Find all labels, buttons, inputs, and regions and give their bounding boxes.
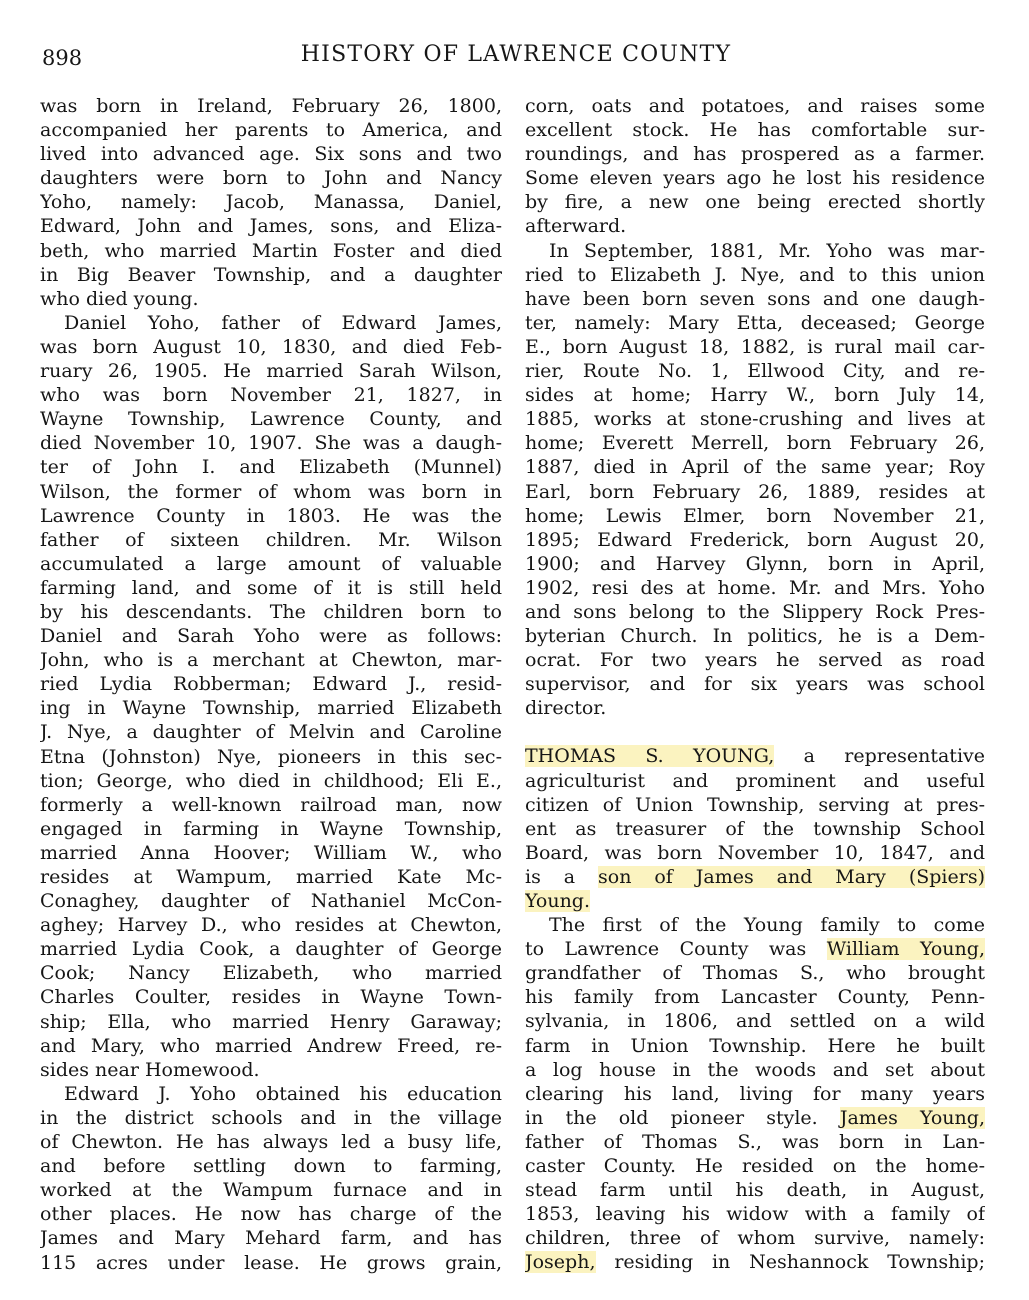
text-line: [525, 769, 985, 793]
text-line: [525, 335, 985, 359]
text-line: [525, 142, 985, 166]
text-line: [525, 239, 985, 263]
text-run: farming land, and some of it is still held: [40, 576, 502, 599]
text-run: 1902, resi des at home. Mr. and Mrs. Yoho: [525, 576, 985, 599]
text-run: Earl, born February 26, 1889, resides at: [525, 480, 985, 503]
text-run: a log house in the woods and set about: [525, 1058, 985, 1081]
text-run: home; Lewis Elmer, born November 21,: [525, 504, 985, 527]
text-line: [40, 720, 502, 744]
text-run: John, who is a merchant at Chewton, mar-: [40, 649, 502, 672]
text-line: [40, 311, 502, 335]
text-run: daughters were born to John and Nancy: [40, 167, 502, 190]
text-run: and before settling down to farming,: [40, 1155, 502, 1178]
text-line: [525, 624, 985, 648]
running-title: HISTORY OF LAWRENCE COUNTY: [300, 42, 732, 67]
text-line: [525, 190, 985, 214]
text-run: ocrat. For two years he served as road: [525, 649, 985, 672]
text-run: accumulated a large amount of valuable: [40, 552, 502, 575]
text-line: [525, 961, 985, 985]
text-run: grandfather of Thomas S., who brought: [525, 962, 985, 985]
text-line: [40, 600, 502, 624]
text-run: ship; Ella, who married Henry Garaway;: [40, 1010, 502, 1033]
text-run: farm in Union Township. Here he built: [525, 1034, 985, 1057]
text-line: [525, 576, 985, 600]
left-column: [40, 94, 502, 1294]
text-line: [525, 1154, 985, 1178]
text-run: formerly a well-known railroad man, now: [40, 793, 502, 816]
text-run: corn, oats and potatoes, and raises some: [525, 95, 985, 117]
text-line: [525, 431, 985, 455]
text-run: ruary 26, 1905. He married Sarah Wilson,: [40, 360, 502, 383]
page-header: [36, 42, 996, 72]
highlighted-name: William Young,: [826, 938, 985, 961]
text-line: [525, 359, 985, 383]
text-line: [40, 913, 502, 937]
text-run: have been born seven sons and one daugh-: [525, 287, 985, 310]
text-line: [40, 1226, 502, 1250]
text-run: Wayne Township, Lawrence County, and: [40, 408, 502, 431]
text-line: [525, 1178, 985, 1202]
text-run: ing in Wayne Township, married Elizabeth: [40, 697, 502, 720]
text-line: [525, 1130, 985, 1154]
text-run: Etna (Johnston) Nye, pioneers in this sec-: [40, 745, 502, 768]
text-run: Cook; Nancy Elizabeth, who married: [40, 962, 502, 985]
text-line: [40, 648, 502, 672]
text-line: [525, 118, 985, 142]
text-run: agriculturist and prominent and useful: [525, 769, 985, 792]
text-line: [40, 1058, 502, 1082]
text-run: died November 10, 1907. She was a daugh-: [40, 432, 502, 455]
highlighted-name: Young.: [525, 890, 591, 912]
text-line: [525, 383, 985, 407]
paragraph-gap: [525, 720, 985, 744]
text-line: [40, 263, 502, 287]
text-run: 115 acres under lease. He grows grain,: [40, 1251, 502, 1274]
text-line: [40, 985, 502, 1009]
text-run: 1900; and Harvey Glynn, born in April,: [525, 552, 985, 575]
text-line: [525, 94, 985, 118]
text-line: [525, 263, 985, 287]
text-run: 1885, works at stone-crushing and lives at: [525, 408, 985, 431]
text-line: [40, 1130, 502, 1154]
text-line: [40, 745, 502, 769]
text-line: [40, 696, 502, 720]
text-run: beth, who married Martin Foster and died: [40, 239, 502, 262]
text-run: father of sixteen children. Mr. Wilson: [40, 528, 502, 551]
text-run: roundings, and has prospered as a farmer.: [525, 143, 985, 166]
text-run: accompanied her parents to America, and: [40, 119, 502, 142]
text-run: afterward.: [525, 215, 627, 238]
text-line: [525, 311, 985, 335]
text-line: [525, 744, 985, 768]
text-line: [40, 1251, 502, 1275]
text-run: worked at the Wampum furnace and in: [40, 1179, 502, 1202]
text-run: home; Everett Merrell, born February 26,: [525, 432, 985, 455]
text-line: [40, 94, 502, 118]
text-line: [525, 817, 985, 841]
text-run: stead farm until his death, in August,: [525, 1179, 985, 1202]
page-number: 898: [42, 46, 83, 70]
text-line: [40, 576, 502, 600]
text-line: [40, 865, 502, 889]
text-run: 1887, died in April of the same year; Roy: [525, 456, 985, 479]
text-line: [40, 383, 502, 407]
text-run: and sons belong to the Slippery Rock Pres-: [525, 600, 985, 623]
highlighted-name: THOMAS S. YOUNG,: [525, 745, 775, 768]
text-run: was born August 10, 1830, and died Feb-: [40, 335, 502, 358]
text-line: [525, 480, 985, 504]
text-run: to Lawrence County was: [525, 938, 827, 961]
text-line: [40, 528, 502, 552]
text-run: Edward J. Yoho obtained his education: [64, 1082, 502, 1105]
text-line: [40, 1082, 502, 1106]
text-run: lived into advanced age. Six sons and two: [40, 143, 502, 166]
text-line: [40, 1106, 502, 1130]
text-run: Board, was born November 10, 1847, and: [525, 841, 985, 864]
text-run: ent as treasurer of the township School: [525, 817, 985, 840]
text-line: [40, 359, 502, 383]
text-line: [525, 1250, 985, 1274]
text-line: [40, 480, 502, 504]
text-run: was born in Ireland, February 26, 1800,: [40, 95, 502, 117]
text-run: and Mary, who married Andrew Freed, re-: [40, 1034, 502, 1057]
text-line: [40, 118, 502, 142]
text-run: byterian Church. In politics, he is a Dem-: [525, 625, 985, 648]
text-run: Daniel and Sarah Yoho were as follows:: [40, 625, 502, 648]
text-line: [525, 672, 985, 696]
text-run: a representative: [774, 745, 985, 768]
text-line: [525, 528, 985, 552]
text-run: in Big Beaver Township, and a daughter: [40, 263, 502, 286]
text-line: [525, 1082, 985, 1106]
text-run: by fire, a new one being erected shortly: [525, 191, 985, 214]
text-run: of Chewton. He has always led a busy life,: [40, 1131, 502, 1154]
text-line: [40, 937, 502, 961]
text-line: [525, 1202, 985, 1226]
text-line: [40, 961, 502, 985]
text-line: [40, 407, 502, 431]
highlighted-name: son of James and Mary (Spiers): [598, 865, 985, 888]
text-run: rier, Route No. 1, Ellwood City, and re-: [525, 360, 985, 383]
text-line: [40, 142, 502, 166]
text-run: is a: [525, 865, 599, 888]
text-line: [525, 455, 985, 479]
right-column: [525, 94, 985, 1294]
highlighted-name: James Young,: [839, 1106, 985, 1129]
text-line: [40, 552, 502, 576]
text-run: The first of the Young family to come: [549, 914, 985, 937]
text-run: ried Lydia Robberman; Edward J., resid-: [40, 673, 502, 696]
text-line: [40, 793, 502, 817]
text-run: James and Mary Mehard farm, and has: [40, 1227, 502, 1250]
text-line: [525, 407, 985, 431]
text-run: in the old pioneer style.: [525, 1106, 840, 1129]
text-line: [525, 937, 985, 961]
text-line: [40, 335, 502, 359]
text-run: sides at home; Harry W., born July 14,: [525, 384, 985, 407]
text-run: Charles Coulter, resides in Wayne Town-: [40, 986, 502, 1009]
text-line: [525, 793, 985, 817]
text-run: J. Nye, a daughter of Melvin and Caroline: [40, 721, 502, 744]
text-line: [40, 672, 502, 696]
highlighted-name: Joseph,: [525, 1251, 596, 1274]
text-line: [525, 841, 985, 865]
text-line: [525, 166, 985, 190]
text-run: Edward, John and James, sons, and Eliza-: [40, 215, 502, 238]
text-run: citizen of Union Township, serving at pres-: [525, 793, 985, 816]
text-run: Daniel Yoho, father of Edward James,: [64, 311, 502, 334]
text-line: [525, 504, 985, 528]
text-run: father of Thomas S., was born in Lan-: [525, 1130, 985, 1153]
text-run: excellent stock. He has comfortable sur-: [525, 119, 985, 142]
text-line: [525, 1226, 985, 1250]
text-line: [40, 190, 502, 214]
text-line: [525, 552, 985, 576]
text-line: [525, 648, 985, 672]
text-line: [40, 214, 502, 238]
text-line: [40, 889, 502, 913]
text-run: ried to Elizabeth J. Nye, and to this union: [525, 263, 985, 286]
text-run: caster County. He resided on the home-: [525, 1155, 985, 1178]
text-line: [40, 455, 502, 479]
text-run: engaged in farming in Wayne Township,: [40, 817, 502, 840]
text-line: [40, 504, 502, 528]
text-run: sides near Homewood.: [40, 1058, 260, 1081]
text-run: in the district schools and in the village: [40, 1106, 502, 1129]
text-run: Some eleven years ago he lost his residence: [525, 167, 985, 190]
text-line: [40, 166, 502, 190]
text-line: [525, 985, 985, 1009]
text-line: [40, 287, 502, 311]
text-line: [40, 624, 502, 648]
text-run: married Anna Hoover; William W., who: [40, 841, 502, 864]
text-run: ter, namely: Mary Etta, deceased; George: [525, 311, 985, 334]
text-run: married Lydia Cook, a daughter of George: [40, 938, 502, 961]
text-run: by his descendants. The children born to: [40, 600, 502, 623]
text-run: supervisor, and for six years was school: [525, 673, 985, 696]
text-line: [525, 600, 985, 624]
text-line: [525, 1009, 985, 1033]
text-line: [40, 1178, 502, 1202]
text-run: aghey; Harvey D., who resides at Chewton,: [40, 914, 502, 937]
text-line: [40, 1202, 502, 1226]
text-run: residing in Neshannock Township;: [595, 1251, 985, 1274]
text-line: [525, 889, 985, 913]
text-line: [40, 1034, 502, 1058]
text-line: [40, 817, 502, 841]
text-run: Yoho, namely: Jacob, Manassa, Daniel,: [40, 191, 502, 214]
text-run: Lawrence County in 1803. He was the: [40, 504, 502, 527]
text-line: [40, 769, 502, 793]
text-line: [525, 214, 985, 238]
text-run: tion; George, who died in childhood; Eli E.,: [40, 769, 502, 792]
text-run: sylvania, in 1806, and settled on a wild: [525, 1010, 985, 1033]
text-line: [40, 239, 502, 263]
text-line: [40, 841, 502, 865]
text-line: [525, 1034, 985, 1058]
text-run: E., born August 18, 1882, is rural mail car-: [525, 335, 985, 358]
text-run: who died young.: [40, 287, 199, 310]
text-run: who was born November 21, 1827, in: [40, 384, 502, 407]
text-run: In September, 1881, Mr. Yoho was mar-: [549, 239, 985, 262]
text-run: resides at Wampum, married Kate Mc-: [40, 866, 502, 888]
text-line: [525, 1106, 985, 1130]
text-run: 1853, leaving his widow with a family of: [525, 1203, 985, 1226]
text-run: children, three of whom survive, namely:: [525, 1227, 985, 1250]
text-line: [525, 287, 985, 311]
text-line: [40, 1154, 502, 1178]
text-run: clearing his land, living for many years: [525, 1082, 985, 1105]
text-line: [40, 431, 502, 455]
text-line: [525, 696, 985, 720]
text-run: Conaghey, daughter of Nathaniel McCon-: [40, 890, 502, 913]
text-line: [40, 1010, 502, 1034]
text-run: other places. He now has charge of the: [40, 1203, 502, 1226]
text-line: [525, 1058, 985, 1082]
text-run: ter of John I. and Elizabeth (Munnel): [40, 456, 502, 479]
text-run: 1895; Edward Frederick, born August 20,: [525, 528, 985, 551]
text-run: Wilson, the former of whom was born in: [40, 480, 502, 503]
text-run: his family from Lancaster County, Penn-: [525, 986, 985, 1009]
text-line: [525, 913, 985, 937]
text-line: [525, 865, 985, 889]
text-run: director.: [525, 697, 607, 720]
